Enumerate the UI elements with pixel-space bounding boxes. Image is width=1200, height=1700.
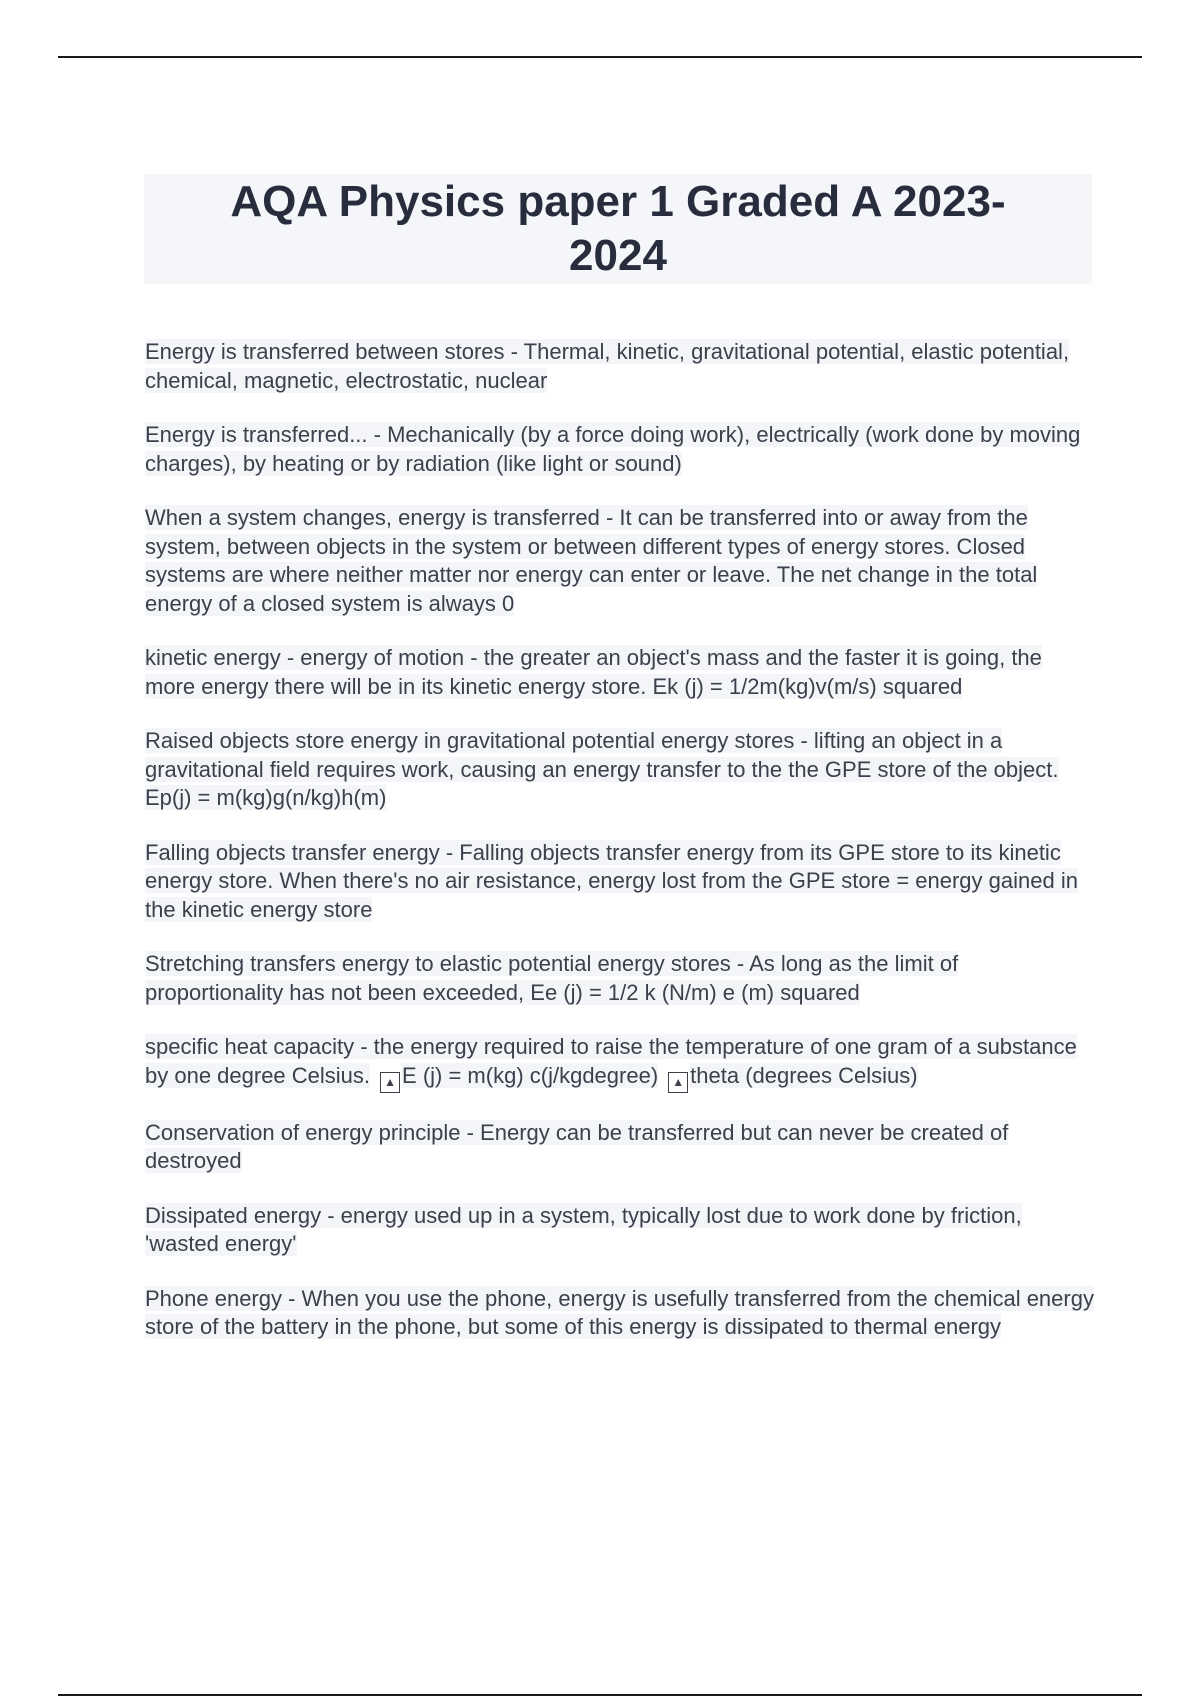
flashcard-text: Falling objects transfer energy - Falling objects transfer energy from its GPE store to its kinetic energy store. When there's no air resistance, energy lost from the GPE store = energy gained in the kinetic energy store bbox=[145, 839, 1078, 922]
flashcard-text: Raised objects store energy in gravitational potential energy stores - lifting an object in a gravitational field requires work, causing an energy transfer to the the GPE store of the object. Ep(j) = m(kg)g(n/kg)h(m) bbox=[145, 728, 1059, 810]
flashcard-text: Dissipated energy - energy used up in a system, typically lost due to work done by friction, 'wasted energy' bbox=[145, 1202, 1022, 1256]
bottom-rule bbox=[58, 1694, 1142, 1696]
flashcard-entry bbox=[145, 1285, 1095, 1342]
flashcard-text: Stretching transfers energy to elastic potential energy stores - As long as the limit of proportionality has not been exceeded, Ee (j) = 1/2 k (N/m) e (m) squared bbox=[145, 951, 959, 1005]
delta-symbol-icon: ▲ bbox=[380, 1072, 400, 1093]
flashcard-list bbox=[145, 338, 1095, 1368]
flashcard-text: When a system changes, energy is transferred - It can be transferred into or away from the system, between objects in the system or between different types of energy stores. Closed systems are where neither matter nor energy can enter or leave. The net change in the total energy of a closed system is always 0 bbox=[145, 505, 1038, 616]
flashcard-entry bbox=[145, 727, 1095, 813]
flashcard-entry-specific-heat bbox=[145, 1033, 1095, 1093]
flashcard-text: specific heat capacity - the energy required to raise the temperature of one gram of a substance by one degree Celsius. bbox=[145, 1034, 1077, 1088]
flashcard-text: Energy is transferred... - Mechanically (by a force doing work), electrically (work done by moving charges), by heating or by radiation (like light or sound) bbox=[145, 422, 1081, 476]
flashcard-text: theta (degrees Celsius) bbox=[690, 1062, 918, 1088]
flashcard-entry bbox=[145, 338, 1095, 395]
flashcard-text: E (j) = m(kg) c(j/kgdegree) bbox=[402, 1062, 659, 1088]
title-band bbox=[144, 174, 1092, 284]
flashcard-text: Conservation of energy principle - Energy can be transferred but can never be created of destroyed bbox=[145, 1119, 1009, 1173]
flashcard-text: Phone energy - When you use the phone, energy is usefully transferred from the chemical energy store of the battery in the phone, but some of this energy is dissipated to thermal energy bbox=[145, 1285, 1094, 1339]
document-title: AQA Physics paper 1 Graded A 2023-2024 bbox=[230, 177, 1006, 280]
flashcard-entry bbox=[145, 504, 1095, 618]
top-rule bbox=[58, 56, 1142, 58]
flashcard-text: kinetic energy - energy of motion - the greater an object's mass and the faster it is going, the more energy there will be in its kinetic energy store. Ek (j) = 1/2m(kg)v(m/s) squared bbox=[145, 645, 1042, 699]
delta-symbol-icon: ▲ bbox=[668, 1072, 688, 1093]
flashcard-entry bbox=[145, 839, 1095, 925]
flashcard-entry bbox=[145, 1119, 1095, 1176]
flashcard-entry bbox=[145, 1202, 1095, 1259]
flashcard-entry bbox=[145, 950, 1095, 1007]
flashcard-entry bbox=[145, 644, 1095, 701]
flashcard-text: Energy is transferred between stores - Thermal, kinetic, gravitational potential, elastic potential, chemical, magnetic, electrostatic, nuclear bbox=[145, 339, 1070, 393]
flashcard-entry bbox=[145, 421, 1095, 478]
